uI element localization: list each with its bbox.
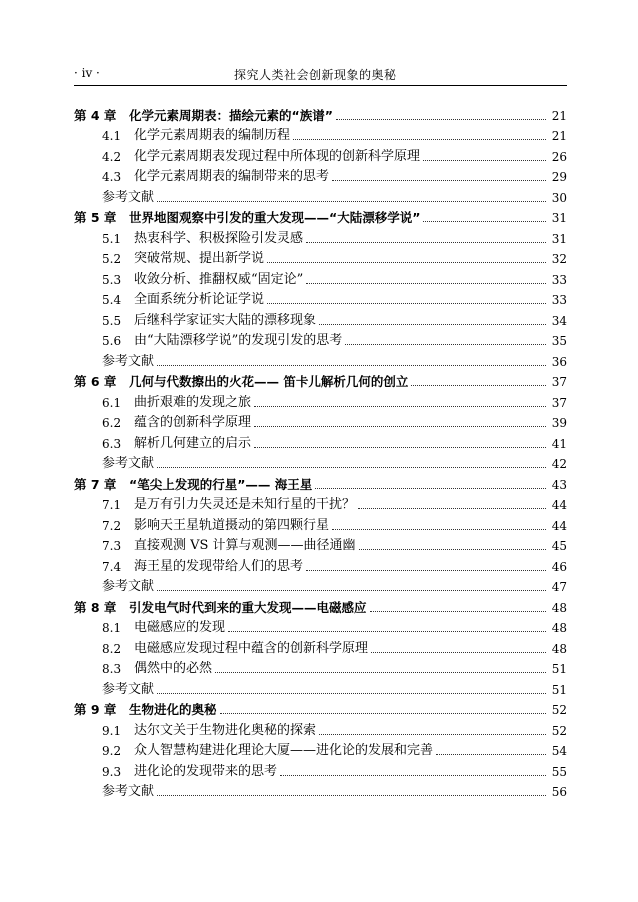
entry-title: 参考文献 <box>102 681 155 697</box>
entry-number: 9.3 <box>102 764 122 779</box>
entry-title: 突破常规、提出新学说 <box>134 251 265 266</box>
dot-leader <box>436 753 546 755</box>
entry-page-number: 37 <box>551 395 567 410</box>
entry-page-number: 30 <box>551 190 567 205</box>
entry-title: 化学元素周期表的编制历程 <box>134 128 291 143</box>
entry-page-number: 52 <box>551 703 567 717</box>
dot-leader <box>358 507 546 509</box>
entry-number: 6.1 <box>102 395 122 410</box>
entry-title: 生物进化的奥秘 <box>129 702 217 717</box>
dot-leader <box>254 405 546 407</box>
page-number: · iv · <box>74 66 100 80</box>
entry-number: 第 9 章 <box>74 702 117 717</box>
entry-title: 收敛分析、推翻权威“固定论” <box>134 271 304 287</box>
toc-section-entry[interactable] <box>74 308 567 329</box>
entry-number: 5.2 <box>102 252 122 266</box>
entry-number: 9.2 <box>102 744 122 758</box>
toc-section-entry[interactable] <box>74 759 567 780</box>
entry-title: 参考文献 <box>102 579 155 594</box>
toc-section-entry[interactable] <box>74 739 567 760</box>
entry-title: 参考文献 <box>102 784 155 799</box>
entry-page-number: 55 <box>551 764 567 779</box>
entry-page-number: 47 <box>551 580 567 594</box>
toc-section-entry[interactable] <box>74 329 567 350</box>
dot-leader <box>336 118 546 120</box>
entry-page-number: 31 <box>551 231 567 246</box>
toc-section-entry[interactable] <box>74 431 567 452</box>
toc-chapter-entry[interactable] <box>74 698 567 719</box>
entry-number: 第 5 章 <box>74 210 117 225</box>
dot-leader <box>228 630 546 632</box>
dot-leader <box>220 712 546 714</box>
toc-section-entry[interactable] <box>74 288 567 309</box>
entry-number: 5.6 <box>102 334 122 348</box>
entry-page-number: 44 <box>551 518 567 533</box>
entry-number: 6.2 <box>102 416 122 430</box>
entry-title: 热衷科学、积极探险引发灵感 <box>134 230 304 246</box>
entry-title: 几何与代数擦出的火花—— 笛卡儿解析几何的创立 <box>129 374 409 389</box>
toc-chapter-entry[interactable] <box>74 370 567 391</box>
toc-section-entry[interactable] <box>74 411 567 432</box>
entry-page-number: 37 <box>551 375 567 389</box>
dot-leader <box>319 733 546 735</box>
entry-title: 化学元素周期表：描绘元素的“族谱” <box>129 107 333 123</box>
toc-chapter-entry[interactable] <box>74 595 567 616</box>
entry-title: 偶然中的必然 <box>134 661 213 676</box>
entry-number: 6.3 <box>102 436 122 451</box>
entry-title: 电磁感应的发现 <box>134 620 226 635</box>
toc-chapter-entry[interactable] <box>74 206 567 227</box>
dot-leader <box>411 384 546 386</box>
toc-section-entry[interactable] <box>74 657 567 678</box>
dot-leader <box>254 425 546 427</box>
entry-page-number: 39 <box>551 416 567 430</box>
toc-references-entry[interactable] <box>74 575 567 596</box>
dot-leader <box>157 589 546 591</box>
dot-leader <box>332 179 546 181</box>
entry-title: “笔尖上发现的行星”—— 海王星 <box>129 476 313 492</box>
entry-page-number: 31 <box>551 211 567 225</box>
running-title: 探究人类社会创新现象的奥秘 <box>234 68 397 82</box>
entry-page-number: 51 <box>551 662 567 676</box>
entry-page-number: 33 <box>551 272 567 287</box>
toc-chapter-entry[interactable] <box>74 103 567 124</box>
dot-leader <box>157 794 546 796</box>
entry-page-number: 29 <box>551 170 567 184</box>
entry-number: 第 7 章 <box>74 476 117 492</box>
toc-section-entry[interactable] <box>74 226 567 247</box>
entry-title: 电磁感应发现过程中蕴含的创新科学原理 <box>134 640 369 656</box>
dot-leader <box>319 323 546 325</box>
entry-page-number: 35 <box>551 334 567 348</box>
dot-leader <box>215 671 546 673</box>
toc-section-entry[interactable] <box>74 616 567 637</box>
entry-page-number: 48 <box>551 641 567 656</box>
entry-title: 是万有引力失灵还是未知行星的干扰？ <box>134 497 356 512</box>
entry-title: 参考文献 <box>102 353 155 369</box>
entry-title: 直接观测 VS 计算与观测——曲径通幽 <box>134 538 356 553</box>
entry-number: 7.4 <box>102 559 122 574</box>
toc-chapter-entry[interactable] <box>74 472 567 493</box>
entry-number: 第 8 章 <box>74 599 117 615</box>
entry-number: 8.3 <box>102 662 122 676</box>
entry-title: 参考文献 <box>102 189 155 205</box>
entry-number: 7.2 <box>102 518 122 533</box>
entry-number: 4.3 <box>102 170 122 184</box>
toc-references-entry[interactable] <box>74 780 567 801</box>
entry-page-number: 43 <box>551 477 567 492</box>
entry-title: 由“大陆漂移学说”的发现引发的思考 <box>134 333 343 348</box>
toc-references-entry[interactable] <box>74 452 567 473</box>
dot-leader <box>267 261 546 263</box>
entry-title: 引发电气时代到来的重大发现——电磁感应 <box>129 599 367 615</box>
dot-leader <box>306 241 546 243</box>
header-rule <box>74 85 567 86</box>
entry-page-number: 33 <box>551 293 567 307</box>
entry-number: 5.3 <box>102 272 122 287</box>
dot-leader <box>267 302 546 304</box>
entry-page-number: 21 <box>551 129 567 143</box>
dot-leader <box>157 466 546 468</box>
entry-title: 进化论的发现带来的思考 <box>134 763 278 779</box>
dot-leader <box>359 548 546 550</box>
toc-section-entry[interactable] <box>74 247 567 268</box>
entry-page-number: 56 <box>551 785 567 799</box>
entry-title: 曲折艰难的发现之旅 <box>134 394 252 410</box>
entry-number: 5.5 <box>102 313 122 328</box>
entry-page-number: 32 <box>551 252 567 266</box>
dot-leader <box>293 138 546 140</box>
entry-page-number: 34 <box>551 313 567 328</box>
dot-leader <box>315 487 546 489</box>
dot-leader <box>157 692 546 694</box>
toc-references-entry[interactable] <box>74 677 567 698</box>
toc-section-entry[interactable] <box>74 636 567 657</box>
entry-page-number: 42 <box>551 457 567 471</box>
toc-section-entry[interactable] <box>74 513 567 534</box>
dot-leader <box>157 364 546 366</box>
entry-number: 5.4 <box>102 293 122 307</box>
entry-title: 后继科学家证实大陆的漂移现象 <box>134 312 317 328</box>
entry-title: 解析几何建立的启示 <box>134 435 252 451</box>
dot-leader <box>345 343 546 345</box>
dot-leader <box>423 220 546 222</box>
entry-number: 第 4 章 <box>74 107 117 123</box>
dot-leader <box>332 528 546 530</box>
entry-number: 8.1 <box>102 621 122 635</box>
dot-leader <box>371 651 546 653</box>
dot-leader <box>254 446 546 448</box>
entry-number: 7.1 <box>102 498 122 512</box>
dot-leader <box>370 610 546 612</box>
toc-references-entry[interactable] <box>74 349 567 370</box>
entry-number: 7.3 <box>102 539 122 553</box>
entry-page-number: 46 <box>551 559 567 574</box>
entry-number: 5.1 <box>102 231 122 246</box>
entry-title: 海王星的发现带给人们的思考 <box>134 558 304 574</box>
entry-page-number: 36 <box>551 354 567 369</box>
entry-number: 8.2 <box>102 641 122 656</box>
toc-section-entry[interactable] <box>74 144 567 165</box>
entry-title: 化学元素周期表发现过程中所体现的创新科学原理 <box>134 148 421 164</box>
entry-page-number: 45 <box>551 539 567 553</box>
entry-page-number: 41 <box>551 436 567 451</box>
dot-leader <box>157 200 546 202</box>
toc-section-entry[interactable] <box>74 165 567 186</box>
entry-title: 众人智慧构建进化理论大厦——进化论的发展和完善 <box>134 743 434 758</box>
entry-number: 9.1 <box>102 723 122 738</box>
entry-page-number: 54 <box>551 744 567 758</box>
dot-leader <box>306 282 546 284</box>
table-of-contents <box>74 103 567 800</box>
entry-page-number: 51 <box>551 682 567 697</box>
entry-title: 参考文献 <box>102 456 155 471</box>
dot-leader <box>306 569 546 571</box>
page-header <box>74 62 567 84</box>
entry-number: 第 6 章 <box>74 374 117 389</box>
entry-page-number: 48 <box>551 621 567 635</box>
toc-section-entry[interactable] <box>74 718 567 739</box>
toc-section-entry[interactable] <box>74 534 567 555</box>
toc-section-entry[interactable] <box>74 267 567 288</box>
entry-title: 全面系统分析论证学说 <box>134 292 265 307</box>
entry-page-number: 21 <box>551 108 567 123</box>
entry-title: 化学元素周期表的编制带来的思考 <box>134 169 330 184</box>
dot-leader <box>280 774 546 776</box>
toc-section-entry[interactable] <box>74 554 567 575</box>
entry-page-number: 52 <box>551 723 567 738</box>
entry-title: 世界地图观察中引发的重大发现——“大陆漂移学说” <box>129 210 421 225</box>
dot-leader <box>423 159 546 161</box>
toc-section-entry[interactable] <box>74 124 567 145</box>
entry-page-number: 26 <box>551 149 567 164</box>
toc-references-entry[interactable] <box>74 185 567 206</box>
entry-page-number: 44 <box>551 498 567 512</box>
entry-title: 影响天王星轨道摄动的第四颗行星 <box>134 517 330 533</box>
entry-page-number: 48 <box>551 600 567 615</box>
toc-section-entry[interactable] <box>74 493 567 514</box>
toc-section-entry[interactable] <box>74 390 567 411</box>
entry-title: 达尔文关于生物进化奥秘的探索 <box>134 722 317 738</box>
entry-number: 4.2 <box>102 149 122 164</box>
entry-number: 4.1 <box>102 129 122 143</box>
entry-title: 蕴含的创新科学原理 <box>134 415 252 430</box>
